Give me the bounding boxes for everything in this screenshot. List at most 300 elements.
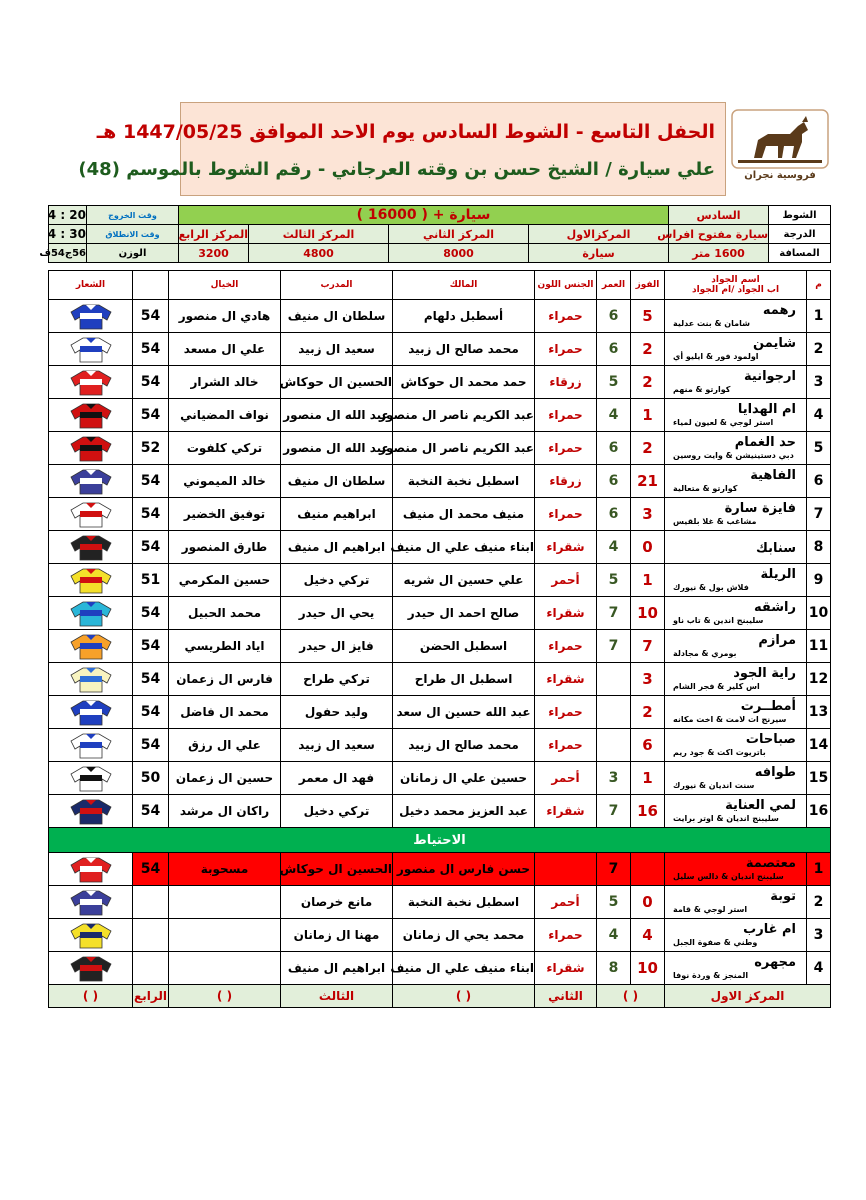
col-trainer: المدرب bbox=[281, 271, 393, 300]
weight: 54 bbox=[133, 465, 169, 498]
horse-color: حمراء bbox=[535, 333, 597, 366]
runner-number: 2 bbox=[807, 886, 831, 919]
jockey: خالد الشرار bbox=[169, 366, 281, 399]
logo bbox=[730, 108, 830, 188]
silks-cell bbox=[49, 300, 133, 333]
runner-row bbox=[49, 432, 831, 465]
silks-cell bbox=[49, 630, 133, 663]
jockey-silks-icon bbox=[69, 632, 113, 660]
trainer: الحسين ال حوكاش bbox=[281, 853, 393, 886]
weight bbox=[133, 952, 169, 985]
silks-cell bbox=[49, 333, 133, 366]
horse-name: معتصمة bbox=[745, 856, 796, 871]
race-prize: سيارة + ( 16000 ) bbox=[179, 206, 669, 225]
jockey: علي ال مسعد bbox=[169, 333, 281, 366]
trainer: مهنا ال زمانان bbox=[281, 919, 393, 952]
trainer: فايز ال حيدر bbox=[281, 630, 393, 663]
jockey-silks-icon bbox=[69, 731, 113, 759]
owner: محمد صالح ال زبيد bbox=[393, 729, 535, 762]
col-wins: الفوز bbox=[631, 271, 665, 300]
footer-fourth: الرابع bbox=[133, 985, 169, 1008]
silks-cell bbox=[49, 498, 133, 531]
age: 6 bbox=[597, 465, 631, 498]
horse-pedigree: باتريوت اكت & جود ريم bbox=[673, 748, 766, 757]
prize-first: سيارة bbox=[529, 244, 669, 263]
owner: حسين علي ال زمانان bbox=[393, 762, 535, 795]
horse-name: ام الهدايا bbox=[737, 402, 796, 417]
runner-row bbox=[49, 300, 831, 333]
col-owner: المالك bbox=[393, 271, 535, 300]
weight: 54 bbox=[133, 300, 169, 333]
wins: 5 bbox=[631, 300, 665, 333]
footer-second-blank: ( ) bbox=[393, 985, 535, 1008]
wins: 10 bbox=[631, 952, 665, 985]
jockey bbox=[169, 952, 281, 985]
jockey-silks-icon bbox=[69, 302, 113, 330]
horse-pedigree: سيرنج ات لامت & اخت مكانه bbox=[673, 715, 787, 724]
horse-cell bbox=[665, 300, 807, 333]
trainer: تركي دخيل bbox=[281, 564, 393, 597]
jockey-silks-icon bbox=[69, 533, 113, 561]
jockey: محمد ال فاضل bbox=[169, 696, 281, 729]
age: 7 bbox=[597, 630, 631, 663]
fourth-place-label: المركز الرابع bbox=[179, 225, 249, 244]
horse-color: أحمر bbox=[535, 886, 597, 919]
horse-color: حمراء bbox=[535, 919, 597, 952]
footer-third: الثالث bbox=[281, 985, 393, 1008]
weight: 54 bbox=[133, 696, 169, 729]
wins: 21 bbox=[631, 465, 665, 498]
wins: 7 bbox=[631, 630, 665, 663]
horse-cell bbox=[665, 465, 807, 498]
horse-pedigree: سليبنج انديان & دالس سليل bbox=[673, 872, 784, 881]
wins: 10 bbox=[631, 597, 665, 630]
weight: 52 bbox=[133, 432, 169, 465]
title-line-1-black: يوم الاحد الموافق 1447/05/25 هـ bbox=[96, 121, 416, 143]
horse-name: أمطــرت bbox=[740, 699, 796, 714]
second-place-label: المركز الثاني bbox=[389, 225, 529, 244]
horse-pedigree: سليبنج اندين & تاب ناو bbox=[673, 616, 764, 625]
horse-pedigree: دبي دستينيشن & وايت روسين bbox=[673, 451, 794, 460]
weight: 54 bbox=[133, 630, 169, 663]
horse-color: حمراء bbox=[535, 399, 597, 432]
silks-cell bbox=[49, 729, 133, 762]
runner-row bbox=[49, 531, 831, 564]
runner-number: 16 bbox=[807, 795, 831, 828]
horse-cell bbox=[665, 597, 807, 630]
wins: 6 bbox=[631, 729, 665, 762]
runner-number: 2 bbox=[807, 333, 831, 366]
horse-pedigree: مشاغب & غلا بلقيس bbox=[673, 517, 757, 526]
footer-third-blank: ( ) bbox=[169, 985, 281, 1008]
runner-number: 6 bbox=[807, 465, 831, 498]
horse-name: حد الغمام bbox=[734, 435, 796, 450]
horse-cell bbox=[665, 432, 807, 465]
race-value: السادس bbox=[669, 206, 769, 225]
jockey-silks-icon bbox=[69, 434, 113, 462]
jockey: علي ال رزق bbox=[169, 729, 281, 762]
runner-row bbox=[49, 762, 831, 795]
horse-name: رهمه bbox=[762, 303, 796, 318]
logo-text: فروسية نجران bbox=[744, 170, 816, 181]
horse-name: مرازم bbox=[758, 633, 796, 648]
horse-pedigree: سليبنج انديان & اوتر برايت bbox=[673, 814, 779, 823]
horse-name: مجهره bbox=[754, 955, 796, 970]
horse-pedigree: فلاش بول & نيورك bbox=[673, 583, 749, 592]
prize-third: 4800 bbox=[249, 244, 389, 263]
wins: 0 bbox=[631, 531, 665, 564]
horse-color: زرقاء bbox=[535, 465, 597, 498]
age bbox=[597, 663, 631, 696]
results-footer bbox=[49, 985, 831, 1008]
horse-cell bbox=[665, 333, 807, 366]
title-line-2: علي سيارة / الشيخ حسن بن وقته العرجاني - رقم الشوط بالموسم (48) bbox=[78, 159, 715, 180]
silks-cell bbox=[49, 366, 133, 399]
horse-logo-icon bbox=[730, 108, 830, 170]
age: 3 bbox=[597, 762, 631, 795]
trainer: تركي طراح bbox=[281, 663, 393, 696]
owner: عبد الكريم ناصر ال منصور bbox=[393, 399, 535, 432]
trainer: الحسين ال حوكاش bbox=[281, 366, 393, 399]
jockey: تركي كلفوت bbox=[169, 432, 281, 465]
wins bbox=[631, 853, 665, 886]
col-horse-label: اسم الجواد bbox=[711, 275, 760, 285]
weight-label: الوزن bbox=[87, 244, 179, 263]
runner-row bbox=[49, 630, 831, 663]
distance-label: المسافة bbox=[769, 244, 831, 263]
weight: 54 bbox=[133, 597, 169, 630]
jockey bbox=[169, 919, 281, 952]
jockey: مسحوبة bbox=[169, 853, 281, 886]
exit-time-label: وقت الخروج bbox=[87, 206, 179, 225]
runner-number: 3 bbox=[807, 919, 831, 952]
runner-row bbox=[49, 399, 831, 432]
prize-second: 8000 bbox=[389, 244, 529, 263]
exit-time: 20 : 4 bbox=[49, 206, 87, 225]
jockey-silks-icon bbox=[69, 599, 113, 627]
horse-pedigree: اولمود فور & ايليو أي bbox=[673, 352, 759, 361]
horse-name: صباحات bbox=[745, 732, 796, 747]
weight-value: 56ج54ف bbox=[49, 244, 87, 263]
race-label: الشوط bbox=[769, 206, 831, 225]
owner: اسطبل نخبة النخبة bbox=[393, 465, 535, 498]
horse-pedigree: اس كلير & فجر الشام bbox=[673, 682, 760, 691]
age: 4 bbox=[597, 399, 631, 432]
trainer: عبد الله ال منصور bbox=[281, 399, 393, 432]
jockey: حسين ال زعمان bbox=[169, 762, 281, 795]
wins: 2 bbox=[631, 333, 665, 366]
distance-value: 1600 متر bbox=[669, 244, 769, 263]
jockey: فارس ال زعمان bbox=[169, 663, 281, 696]
col-silks: الشعار bbox=[49, 271, 133, 300]
age: 7 bbox=[597, 795, 631, 828]
trainer: مانع خرصان bbox=[281, 886, 393, 919]
horse-cell bbox=[665, 795, 807, 828]
race-info-table bbox=[39, 205, 831, 263]
reserve-row bbox=[49, 886, 831, 919]
runner-number: 13 bbox=[807, 696, 831, 729]
owner: أسطبل دلهام bbox=[393, 300, 535, 333]
age: 5 bbox=[597, 886, 631, 919]
weight: 54 bbox=[133, 795, 169, 828]
footer-first-blank: ( ) bbox=[597, 985, 665, 1008]
trainer: سلطان ال منيف bbox=[281, 300, 393, 333]
jockey-silks-icon bbox=[69, 500, 113, 528]
weight: 54 bbox=[133, 853, 169, 886]
col-num: م bbox=[807, 271, 831, 300]
horse-color: شقراء bbox=[535, 597, 597, 630]
horse-color: شقراء bbox=[535, 663, 597, 696]
runner-row bbox=[49, 795, 831, 828]
horse-pedigree: سنت انديان & نيورك bbox=[673, 781, 755, 790]
runner-number: 12 bbox=[807, 663, 831, 696]
age: 7 bbox=[597, 853, 631, 886]
weight: 54 bbox=[133, 498, 169, 531]
runner-row bbox=[49, 597, 831, 630]
runner-number: 1 bbox=[807, 853, 831, 886]
age: 8 bbox=[597, 952, 631, 985]
horse-name: توبة bbox=[770, 889, 796, 904]
grade-value: سيارة مفتوح افراس bbox=[669, 225, 769, 244]
reserve-row bbox=[49, 952, 831, 985]
horse-pedigree: كوارتو & منهم bbox=[673, 385, 731, 394]
col-color: الجنس اللون bbox=[535, 271, 597, 300]
horse-name: ارجوانية bbox=[744, 369, 796, 384]
horse-name: طوافه bbox=[754, 765, 796, 780]
jockey-silks-icon bbox=[69, 888, 113, 916]
runner-number: 10 bbox=[807, 597, 831, 630]
owner: ابناء منيف علي ال منيف bbox=[393, 531, 535, 564]
horse-cell bbox=[665, 663, 807, 696]
owner: صالح احمد ال حيدر bbox=[393, 597, 535, 630]
horse-name: فايزة سارة bbox=[724, 501, 796, 516]
horse-pedigree: المنجز & وردة نوفا bbox=[673, 971, 749, 980]
jockey: خالد الميموني bbox=[169, 465, 281, 498]
reserve-label: الاحتياط bbox=[49, 828, 831, 853]
horse-color: حمراء bbox=[535, 729, 597, 762]
weight: 54 bbox=[133, 729, 169, 762]
col-weight bbox=[133, 271, 169, 300]
runner-number: 7 bbox=[807, 498, 831, 531]
weight: 54 bbox=[133, 399, 169, 432]
trainer: فهد ال معمر bbox=[281, 762, 393, 795]
wins: 2 bbox=[631, 366, 665, 399]
jockey-silks-icon bbox=[69, 698, 113, 726]
wins: 1 bbox=[631, 762, 665, 795]
owner: اسطبل الحضن bbox=[393, 630, 535, 663]
silks-cell bbox=[49, 564, 133, 597]
horse-color: حمراء bbox=[535, 432, 597, 465]
owner: عبد العزيز محمد دخيل bbox=[393, 795, 535, 828]
jockey-silks-icon bbox=[69, 797, 113, 825]
owner: حمد محمد ال حوكاش bbox=[393, 366, 535, 399]
horse-name: سنابك bbox=[756, 540, 796, 556]
footer-first: المركز الاول bbox=[665, 985, 831, 1008]
runner-row bbox=[49, 498, 831, 531]
footer-second: الثاني bbox=[535, 985, 597, 1008]
age bbox=[597, 696, 631, 729]
owner: منيف محمد ال منيف bbox=[393, 498, 535, 531]
runner-number: 4 bbox=[807, 952, 831, 985]
owner: محمد صالح ال زبيد bbox=[393, 333, 535, 366]
reserve-row bbox=[49, 853, 831, 886]
owner: اسطبل ال طراح bbox=[393, 663, 535, 696]
owner: عبد الله حسين ال سعد bbox=[393, 696, 535, 729]
horse-color: حمراء bbox=[535, 498, 597, 531]
horse-cell bbox=[665, 399, 807, 432]
horse-cell bbox=[665, 853, 807, 886]
trainer: يحي ال حيدر bbox=[281, 597, 393, 630]
horse-color: حمراء bbox=[535, 300, 597, 333]
start-time-label: وقت الانطلاق bbox=[87, 225, 179, 244]
horse-cell bbox=[665, 366, 807, 399]
first-place-label: المركزالاول bbox=[529, 225, 669, 244]
weight bbox=[133, 919, 169, 952]
owner: اسطبل نخبة النخبة bbox=[393, 886, 535, 919]
jockey-silks-icon bbox=[69, 368, 113, 396]
jockey: حسين المكرمي bbox=[169, 564, 281, 597]
runner-number: 14 bbox=[807, 729, 831, 762]
runner-row bbox=[49, 333, 831, 366]
wins: 0 bbox=[631, 886, 665, 919]
start-time: 30 : 4 bbox=[49, 225, 87, 244]
horse-pedigree: وطني & صفوة الجبل bbox=[673, 938, 758, 947]
trainer: ابراهيم ال منيف bbox=[281, 531, 393, 564]
horse-pedigree: استر لوجي & قامة bbox=[673, 905, 748, 914]
silks-cell bbox=[49, 465, 133, 498]
horse-color: زرقاء bbox=[535, 366, 597, 399]
age: 4 bbox=[597, 919, 631, 952]
runner-row bbox=[49, 696, 831, 729]
runner-row bbox=[49, 663, 831, 696]
horse-name: الريلة bbox=[760, 567, 796, 582]
jockey-silks-icon bbox=[69, 665, 113, 693]
trainer: سعيد ال زبيد bbox=[281, 333, 393, 366]
horse-pedigree: بومري & مجادلة bbox=[673, 649, 737, 658]
wins: 2 bbox=[631, 696, 665, 729]
horse-name: راشقه bbox=[754, 600, 796, 615]
silks-cell bbox=[49, 886, 133, 919]
jockey: نواف المضياني bbox=[169, 399, 281, 432]
footer-fourth-blank: ( ) bbox=[49, 985, 133, 1008]
runner-number: 5 bbox=[807, 432, 831, 465]
horse-pedigree: كوارتو & متعالية bbox=[673, 484, 738, 493]
trainer: عبد الله ال منصور bbox=[281, 432, 393, 465]
horse-name: الفاهية bbox=[750, 468, 796, 483]
jockey-silks-icon bbox=[69, 401, 113, 429]
horse-name: راية الجود bbox=[733, 666, 796, 681]
jockey-silks-icon bbox=[69, 335, 113, 363]
trainer: وليد حفول bbox=[281, 696, 393, 729]
col-jockey: الخيال bbox=[169, 271, 281, 300]
runner-number: 15 bbox=[807, 762, 831, 795]
horse-name: شايمن bbox=[753, 336, 796, 351]
runner-number: 8 bbox=[807, 531, 831, 564]
horse-color: شقراء bbox=[535, 952, 597, 985]
silks-cell bbox=[49, 795, 133, 828]
horse-color: شقراء bbox=[535, 531, 597, 564]
horse-cell bbox=[665, 498, 807, 531]
trainer: سعيد ال زبيد bbox=[281, 729, 393, 762]
col-age: العمر bbox=[597, 271, 631, 300]
prize-fourth: 3200 bbox=[179, 244, 249, 263]
title-line-1-red: الحفل التاسع - الشوط السادس bbox=[415, 121, 715, 143]
runner-row bbox=[49, 564, 831, 597]
jockey-silks-icon bbox=[69, 921, 113, 949]
jockey: توفيق الخضير bbox=[169, 498, 281, 531]
owner: محمد يحي ال زمانان bbox=[393, 919, 535, 952]
horse-name: لمي العناية bbox=[725, 798, 796, 813]
age: 6 bbox=[597, 432, 631, 465]
horse-pedigree: شامان & بنت عدلية bbox=[673, 319, 750, 328]
weight: 54 bbox=[133, 333, 169, 366]
silks-cell bbox=[49, 531, 133, 564]
horse-color: أحمر bbox=[535, 564, 597, 597]
age: 6 bbox=[597, 300, 631, 333]
runner-row bbox=[49, 729, 831, 762]
trainer: ابراهيم ال منيف bbox=[281, 952, 393, 985]
horse-pedigree: استر لوجي & لعيون لمياء bbox=[673, 418, 774, 427]
runner-number: 11 bbox=[807, 630, 831, 663]
wins: 1 bbox=[631, 564, 665, 597]
age: 5 bbox=[597, 564, 631, 597]
col-horse-sub: اب الجواد /ام الجواد bbox=[691, 285, 780, 295]
runners-body bbox=[49, 300, 831, 828]
wins: 16 bbox=[631, 795, 665, 828]
jockey: هادي ال منصور bbox=[169, 300, 281, 333]
horse-color: أحمر bbox=[535, 762, 597, 795]
table-header bbox=[49, 271, 831, 300]
horse-cell bbox=[665, 762, 807, 795]
horse-color bbox=[535, 853, 597, 886]
horse-cell bbox=[665, 919, 807, 952]
runners-table bbox=[48, 270, 831, 1008]
silks-cell bbox=[49, 762, 133, 795]
jockey-silks-icon bbox=[69, 855, 113, 883]
silks-cell bbox=[49, 919, 133, 952]
horse-cell bbox=[665, 564, 807, 597]
jockey bbox=[169, 886, 281, 919]
trainer: تركي دخيل bbox=[281, 795, 393, 828]
jockey-silks-icon bbox=[69, 764, 113, 792]
silks-cell bbox=[49, 853, 133, 886]
weight: 51 bbox=[133, 564, 169, 597]
title-line-1 bbox=[97, 121, 715, 143]
jockey: محمد الحبيل bbox=[169, 597, 281, 630]
silks-cell bbox=[49, 663, 133, 696]
horse-cell bbox=[665, 886, 807, 919]
wins: 3 bbox=[631, 663, 665, 696]
wins: 1 bbox=[631, 399, 665, 432]
age bbox=[597, 729, 631, 762]
reserve-row bbox=[49, 919, 831, 952]
owner: ابناء منيف علي ال منيف bbox=[393, 952, 535, 985]
horse-name: ام غارب bbox=[743, 922, 796, 937]
runner-number: 1 bbox=[807, 300, 831, 333]
wins: 4 bbox=[631, 919, 665, 952]
silks-cell bbox=[49, 952, 133, 985]
runner-number: 4 bbox=[807, 399, 831, 432]
runner-row bbox=[49, 366, 831, 399]
reserve-body bbox=[49, 853, 831, 985]
horse-cell bbox=[665, 531, 807, 564]
trainer: سلطان ال منيف bbox=[281, 465, 393, 498]
weight: 50 bbox=[133, 762, 169, 795]
weight: 54 bbox=[133, 663, 169, 696]
wins: 2 bbox=[631, 432, 665, 465]
owner: حسن فارس ال منصور bbox=[393, 853, 535, 886]
runner-number: 3 bbox=[807, 366, 831, 399]
